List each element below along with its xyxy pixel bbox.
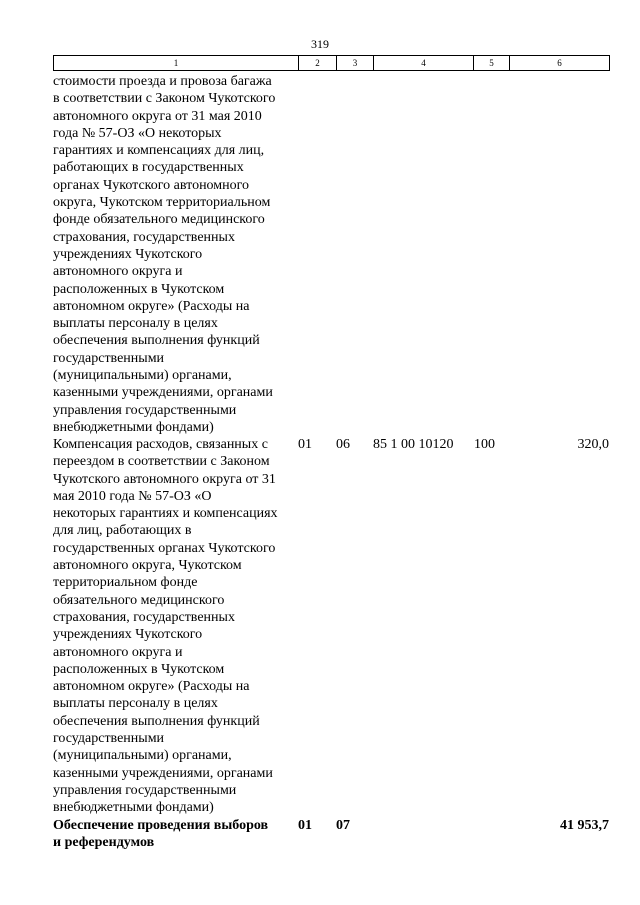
description-line: обеспечения выполнения функций: [53, 713, 260, 729]
header-col-1: 1: [54, 56, 299, 71]
header-col-4: 4: [374, 56, 474, 71]
description-line: казенными учреждениями, органами: [53, 765, 273, 781]
description-line: обеспечения выполнения функций: [53, 333, 260, 349]
description-line: выплаты персоналу в целях: [53, 696, 218, 712]
row-description: [53, 436, 298, 817]
section-code: 01: [298, 818, 312, 833]
description-line: выплаты персоналу в целях: [53, 316, 218, 332]
description-line: расположенных в Чукотском: [53, 661, 225, 677]
description-line: гарантиях и компенсациях для лиц,: [53, 143, 265, 159]
description-line: расположенных в Чукотском: [53, 281, 225, 297]
target-article-code: 85 1 00 10120: [373, 437, 454, 452]
description-line: страхования, государственных: [53, 609, 235, 625]
description-line: фонде обязательного медицинского: [53, 212, 265, 228]
description-line: (муниципальными) органами,: [53, 368, 232, 384]
description-line: учреждениях Чукотского: [53, 246, 203, 262]
description-line: автономного округа, Чукотском: [53, 558, 242, 574]
description-line: казенными учреждениями, органами: [53, 385, 273, 401]
section-code: 01: [298, 437, 312, 452]
description-line: органах Чукотского автономного: [53, 177, 250, 193]
column-number-header: [53, 55, 610, 71]
description-line: управления государственными: [53, 402, 237, 418]
description-line: Обеспечение проведения выборов: [53, 818, 269, 833]
description-line: государственными: [53, 731, 165, 747]
description-line: территориальном фонде: [53, 575, 198, 591]
description-line: работающих в государственных: [53, 160, 244, 176]
description-line: переездом в соответствии с Законом: [53, 454, 270, 470]
header-row: [54, 56, 610, 71]
description-line: года № 57-ОЗ «О некоторых: [53, 125, 222, 141]
header-col-6: 6: [510, 56, 610, 71]
description-line: обязательного медицинского: [53, 592, 225, 608]
description-line: округа, Чукотском территориальном: [53, 195, 271, 211]
row-description: [53, 73, 298, 436]
description-line: автономного округа и: [53, 644, 183, 660]
amount-value: 320,0: [577, 437, 609, 452]
amount-value: 41 953,7: [560, 818, 609, 833]
description-line: некоторых гарантиях и компенсациях: [53, 506, 278, 522]
subsection-code: 06: [336, 437, 350, 452]
description-line: мая 2010 года № 57-ОЗ «О: [53, 488, 212, 504]
description-line: для лиц, работающих в: [53, 523, 192, 539]
header-col-2: 2: [299, 56, 337, 71]
description-line: страхования, государственных: [53, 229, 235, 245]
header-col-5: 5: [474, 56, 510, 71]
description-line: и референдумов: [53, 835, 155, 851]
description-line: (муниципальными) органами,: [53, 748, 232, 764]
expense-type-code: 100: [474, 437, 495, 452]
row-description: [53, 817, 298, 852]
description-line: стоимости проезда и провоза багажа: [53, 74, 272, 89]
subsection-code: 07: [336, 818, 350, 833]
page-number: 319: [311, 37, 329, 51]
description-line: Компенсация расходов, связанных с: [53, 437, 268, 452]
description-line: в соответствии с Законом Чукотского: [53, 91, 276, 107]
description-line: государственными: [53, 350, 165, 366]
description-line: автономного округа от 31 мая 2010: [53, 108, 262, 124]
description-line: автономном округе» (Расходы на: [53, 679, 250, 695]
header-col-3: 3: [337, 56, 374, 71]
description-line: государственных органах Чукотского: [53, 540, 276, 556]
description-line: внебюджетными фондами): [53, 800, 214, 816]
description-line: учреждениях Чукотского: [53, 627, 203, 643]
description-line: автономном округе» (Расходы на: [53, 298, 250, 314]
description-line: автономного округа и: [53, 264, 183, 280]
description-line: управления государственными: [53, 782, 237, 798]
description-line: внебюджетными фондами): [53, 419, 214, 435]
description-line: Чукотского автономного округа от 31: [53, 471, 276, 487]
